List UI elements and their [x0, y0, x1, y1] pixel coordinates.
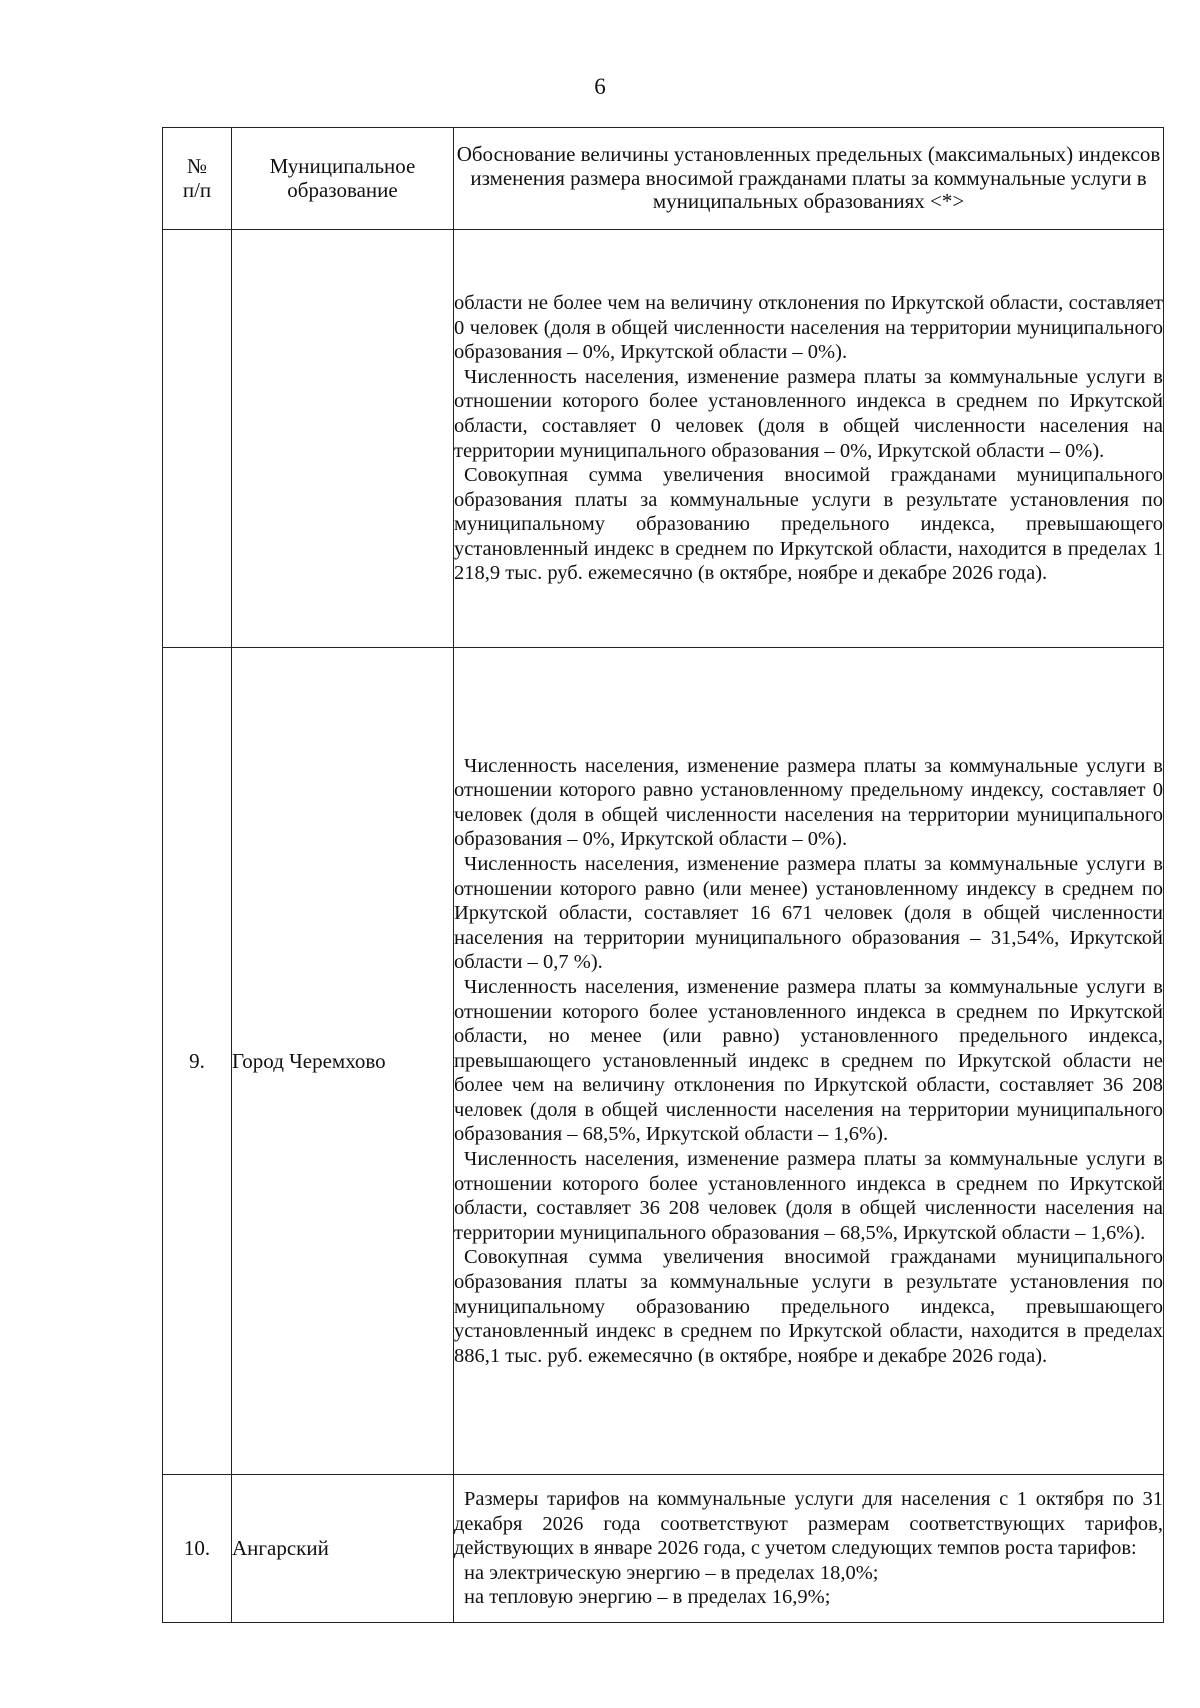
row-number	[163, 230, 232, 648]
paragraph: Совокупная сумма увеличения вносимой гражданами муниципального образования платы за коммунальные услуги в результате установления по муниципальному образованию предельного индекса, превышающего установленный индекс в среднем по Иркутской области, находится в пределах 886,1 тыс. руб. ежемесячно (в октябре, ноябре и декабре 2026 года).	[454, 1246, 1163, 1367]
paragraph: на электрическую энергию – в пределах 18,0%;	[464, 1561, 879, 1584]
paragraph: Численность населения, изменение размера платы за коммунальные услуги в отношении которого более установленного индекса в среднем по Иркутской области, но менее (или равно) установленного предельного индекса, превышающего установленный индекс в среднем по Иркутской области не более чем на величину отклонения по Иркутской области, составляет 36 208 человек (доля в общей численности населения на территории муниципального образования – 68,5%, Иркутской области – 1,6%).	[454, 975, 1163, 1146]
header-municipality: Муниципальное образование	[232, 128, 454, 230]
table-header-row	[163, 128, 1164, 230]
row-municipality: Город Черемхово	[232, 648, 454, 1475]
table-row	[163, 648, 1164, 1475]
row-justification	[454, 1475, 1164, 1623]
municipal-index-table	[162, 127, 1164, 1623]
paragraph: Численность населения, изменение размера платы за коммунальные услуги в отношении которого более установленного индекса в среднем по Иркутской области, составляет 36 208 человек (доля в общей численности населения на территории муниципального образования – 68,5%, Иркутской области – 1,6%).	[454, 1148, 1163, 1244]
row-justification	[454, 230, 1164, 648]
paragraph: Размеры тарифов на коммунальные услуги для населения с 1 октября по 31 декабря 2026 года соответствуют размерам соответствующих тарифов, действующих в январе 2026 года, с учетом следующих темпов роста тарифов:	[454, 1488, 1163, 1560]
row-number: 9.	[163, 648, 232, 1475]
header-number: № п/п	[163, 128, 232, 230]
row-municipality: Ангарский	[232, 1475, 454, 1623]
header-justification: Обоснование величины установленных предельных (максимальных) индексов изменения размера вносимой гражданами платы за коммунальные услуги в муниципальных образованиях <*>	[454, 128, 1164, 230]
table-row	[163, 230, 1164, 648]
page-number: 6	[594, 74, 606, 99]
paragraph: области не более чем на величину отклонения по Иркутской области, составляет 0 человек (доля в общей численности населения на территории муниципального образования – 0%, Иркутской области – 0%).	[454, 291, 1163, 364]
row-justification	[454, 648, 1164, 1475]
row-number: 10.	[163, 1475, 232, 1623]
paragraph: Численность населения, изменение размера платы за коммунальные услуги в отношении которого равно (или менее) установленному индексу в среднем по Иркутской области, составляет 16 671 человек (доля в общей численности населения на территории муниципального образования – 31,54%, Иркутской области – 0,7 %).	[454, 852, 1163, 974]
paragraph: на тепловую энергию – в пределах 16,9%;	[464, 1586, 831, 1609]
paragraph: Совокупная сумма увеличения вносимой гражданами муниципального образования платы за коммунальные услуги в результате установления по муниципальному образованию предельного индекса, превышающего установленный индекс в среднем по Иркутской области, находится в пределах 1 218,9 тыс. руб. ежемесячно (в октябре, ноябре и декабре 2026 года).	[454, 464, 1163, 585]
paragraph: Численность населения, изменение размера платы за коммунальные услуги в отношении которого более установленного индекса в среднем по Иркутской области, составляет 0 человек (доля в общей численности населения на территории муниципального образования – 0%, Иркутской области – 0%).	[454, 365, 1163, 462]
table-row	[163, 1475, 1164, 1623]
row-municipality	[232, 230, 454, 648]
paragraph: Численность населения, изменение размера платы за коммунальные услуги в отношении которого равно установленному предельному индексу, составляет 0 человек (доля в общей численности населения на территории муниципального образования – 0%, Иркутской области – 0%).	[454, 754, 1163, 851]
